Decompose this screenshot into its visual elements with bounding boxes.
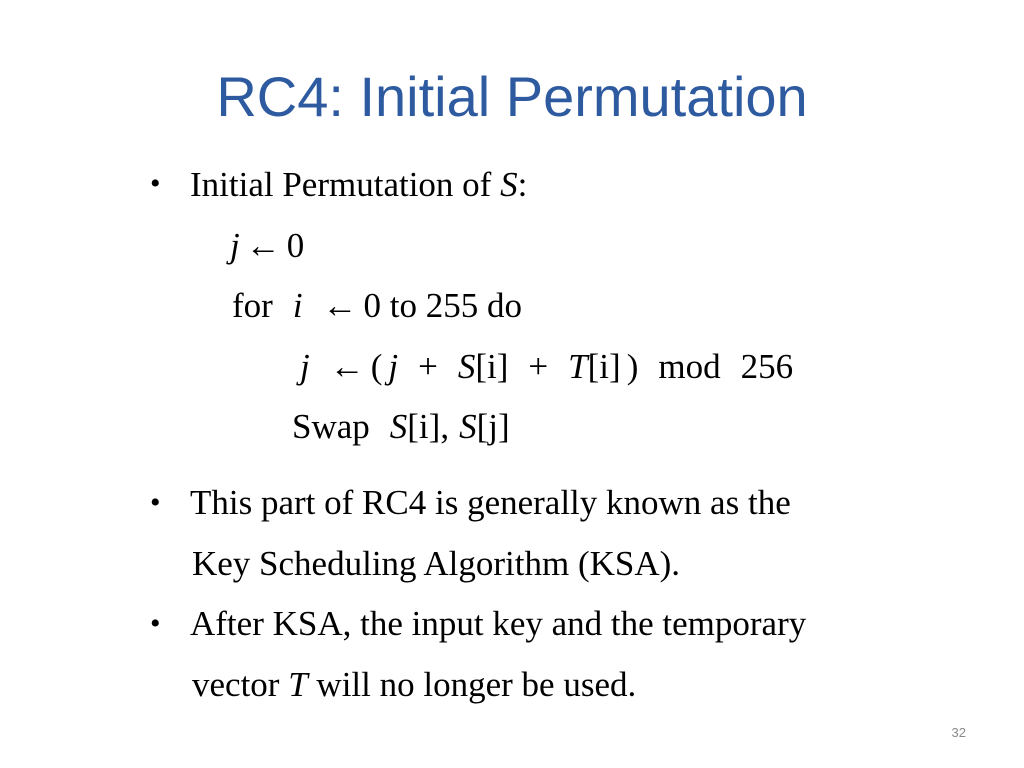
bullet-icon: • [150, 167, 161, 200]
bullet-3-prefix: vector [192, 665, 289, 704]
left-arrow-icon: ← [245, 226, 281, 265]
algo-3-lhs: j [300, 347, 310, 386]
algo-4-s1: S [389, 407, 408, 446]
algo-3-i1: [i] [475, 347, 509, 386]
algo-4-s2: S [459, 407, 477, 446]
bullet-1-var: S [500, 165, 518, 204]
bullet-3-var: T [288, 665, 308, 704]
bullet-2-line-1: This part of RC4 is generally known as the [190, 483, 791, 522]
bullet-2-line-2: Key Scheduling Algorithm (KSA). [192, 544, 681, 583]
algo-3-j: j [388, 347, 399, 386]
bullet-1-label: Initial Permutation of [190, 165, 501, 204]
left-arrow-icon: ← [322, 286, 358, 325]
algo-2-for: for [232, 286, 273, 325]
algo-line-2 [232, 284, 522, 328]
page-number: 32 [951, 725, 966, 740]
algo-3-plus2: + [528, 347, 549, 386]
algo-line-3 [300, 345, 793, 389]
algo-line-1 [230, 224, 304, 268]
bullet-3-line-1: After KSA, the input key and the temporary [190, 604, 807, 643]
slide-title: RC4: Initial Permutation [216, 65, 808, 128]
algo-3-S: S [457, 347, 476, 386]
algo-4-idx1: [i] [407, 407, 441, 446]
algo-1-value: 0 [286, 226, 305, 265]
algo-4-idx2: [j] [476, 407, 510, 446]
algo-3-open: ( [370, 347, 383, 386]
algo-3-close: ) [626, 347, 639, 386]
algo-2-var: i [292, 286, 303, 325]
left-arrow-icon: ← [329, 347, 365, 386]
bullet-1-suffix: : [517, 165, 528, 204]
algo-2-range: 0 to 255 do [363, 286, 523, 325]
bullet-3-suffix: will no longer be used. [307, 665, 637, 704]
algo-3-i2: [i] [587, 347, 621, 386]
algo-4-comma: , [440, 407, 450, 446]
bullet-1-text [190, 163, 527, 207]
bullet-icon: • [150, 607, 161, 640]
algo-3-plus1: + [418, 347, 438, 386]
algo-line-4 [292, 405, 510, 449]
algo-3-modval: 256 [740, 347, 794, 386]
algo-3-T: T [568, 347, 588, 386]
bullet-3-line-2 [192, 663, 636, 707]
algo-1-var: j [230, 226, 240, 265]
bullet-icon: • [150, 486, 161, 519]
algo-4-swap: Swap [292, 407, 370, 446]
algo-3-mod: mod [658, 347, 721, 386]
